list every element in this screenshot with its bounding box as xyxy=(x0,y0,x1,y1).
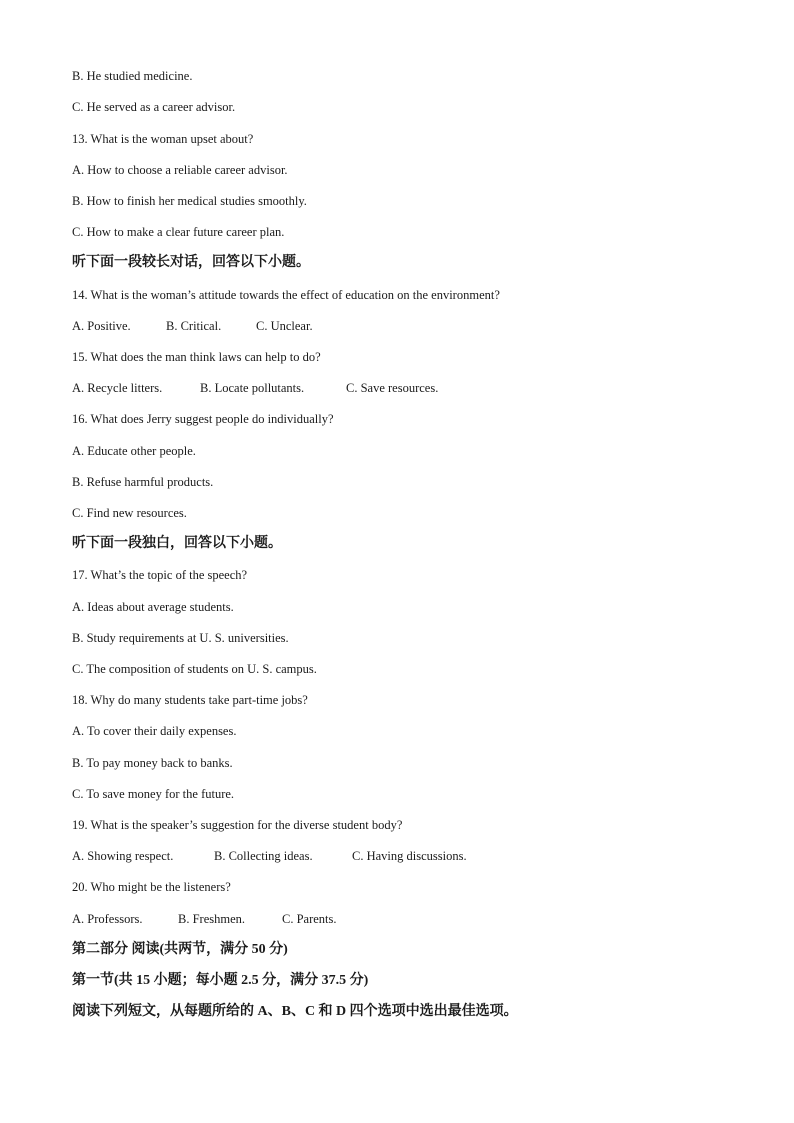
option-13b: B. How to finish her medical studies smoothly. xyxy=(72,194,307,208)
option-20a: A. Professors. xyxy=(72,912,143,926)
option-12b: B. He studied medicine. xyxy=(72,69,193,83)
option-13c: C. How to make a clear future career plan. xyxy=(72,225,285,239)
option-19a: A. Showing respect. xyxy=(72,849,174,863)
part-two-heading: 第二部分 阅读(共两节，满分 50 分) xyxy=(72,942,288,957)
reading-instruction: 阅读下列短文，从每题所给的 A、B、C 和 D 四个选项中选出最佳选项。 xyxy=(72,1004,518,1019)
question-15: 15. What does the man think laws can help to do? xyxy=(72,350,321,364)
question-14: 14. What is the woman’s attitude towards the effect of education on the environment? xyxy=(72,288,500,302)
option-16a: A. Educate other people. xyxy=(72,444,196,458)
question-20: 20. Who might be the listeners? xyxy=(72,880,231,894)
option-13a: A. How to choose a reliable career advisor. xyxy=(72,163,288,177)
option-14c: C. Unclear. xyxy=(256,319,313,333)
option-20b: B. Freshmen. xyxy=(178,912,246,926)
options-20 xyxy=(72,911,337,927)
option-18b: B. To pay money back to banks. xyxy=(72,756,233,770)
options-15 xyxy=(72,380,438,396)
option-14b: B. Critical. xyxy=(166,319,222,333)
section-heading-dialogue: 听下面一段较长对话，回答以下小题。 xyxy=(72,255,310,270)
question-13: 13. What is the woman upset about? xyxy=(72,132,254,146)
option-19b: B. Collecting ideas. xyxy=(214,849,313,863)
options-14 xyxy=(72,318,313,334)
option-16c: C. Find new resources. xyxy=(72,506,187,520)
question-18: 18. Why do many students take part-time jobs? xyxy=(72,693,308,707)
option-12c: C. He served as a career advisor. xyxy=(72,100,236,114)
section-heading-monologue: 听下面一段独白，回答以下小题。 xyxy=(72,536,282,551)
question-16: 16. What does Jerry suggest people do individually? xyxy=(72,412,334,426)
option-19c: C. Having discussions. xyxy=(352,849,467,863)
option-14a: A. Positive. xyxy=(72,319,131,333)
option-18a: A. To cover their daily expenses. xyxy=(72,724,237,738)
option-17b: B. Study requirements at U. S. universities. xyxy=(72,631,289,645)
option-15c: C. Save resources. xyxy=(346,381,439,395)
question-19: 19. What is the speaker’s suggestion for the diverse student body? xyxy=(72,818,403,832)
option-18c: C. To save money for the future. xyxy=(72,787,235,801)
question-17: 17. What’s the topic of the speech? xyxy=(72,568,248,582)
option-15a: A. Recycle litters. xyxy=(72,381,163,395)
option-15b: B. Locate pollutants. xyxy=(200,381,305,395)
option-17a: A. Ideas about average students. xyxy=(72,600,234,614)
option-16b: B. Refuse harmful products. xyxy=(72,475,214,489)
option-17c: C. The composition of students on U. S. campus. xyxy=(72,662,317,676)
section-one-heading: 第一节(共 15 小题；每小题 2.5 分，满分 37.5 分) xyxy=(72,973,369,988)
options-19 xyxy=(72,848,467,864)
option-20c: C. Parents. xyxy=(282,912,337,926)
